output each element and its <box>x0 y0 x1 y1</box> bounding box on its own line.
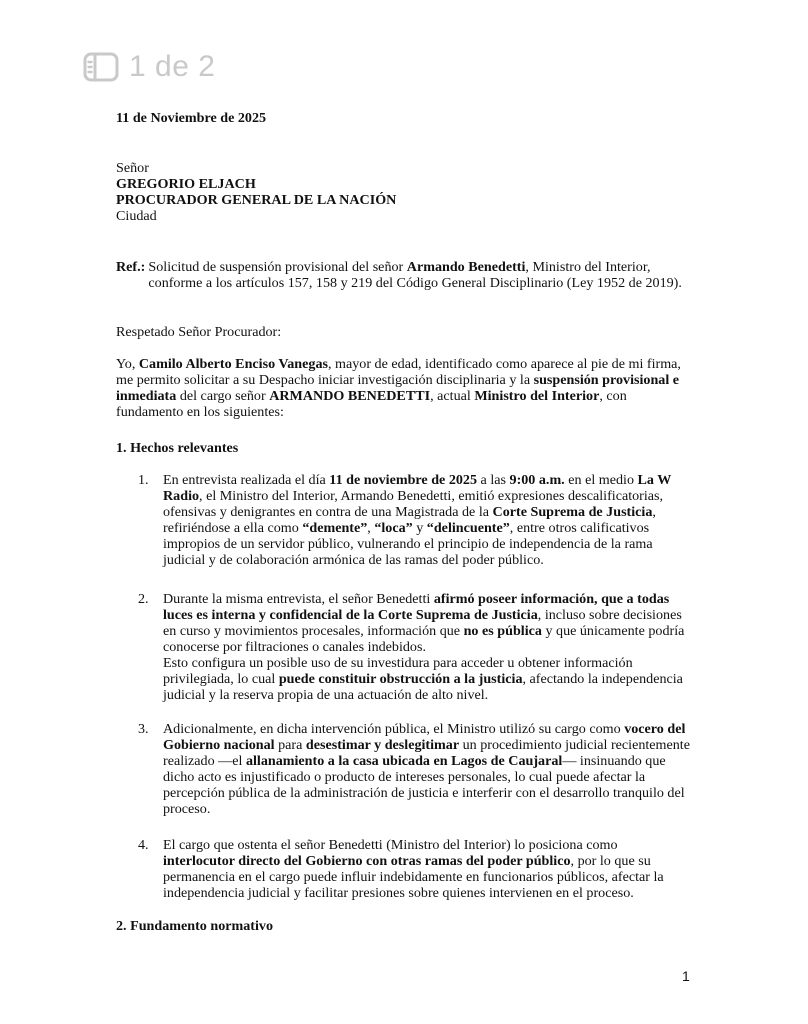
letter-date: 11 de Noviembre de 2025 <box>116 110 267 126</box>
reference-text: Solicitud de suspensión provisional del señor Armando Benedetti, Ministro del Interior, conforme a los artículos 157, 158 y 219 del Código General Disciplinario (Ley 1952 de 2019). <box>148 259 682 291</box>
recipient-city: Ciudad <box>116 208 157 224</box>
list-item <box>138 721 690 817</box>
recipient-name: GREGORIO ELJACH <box>116 176 256 192</box>
list-item-text: Durante la misma entrevista, el señor Benedetti afirmó poseer información, que a todas luces es interna y confidencial de la Corte Suprema de Justicia, incluso sobre decisiones en curso y movimientos procesales, información que no es pública y que únicamente podría conocerse por filtraciones o canales indebidos. Esto configura un posible uso de su investidura para acceder u obtener información privilegiada, lo cual puede constituir obstrucción a la justicia, afectando la independencia judicial y la reserva propia de una actuación de alto nivel. <box>163 591 685 703</box>
intro-paragraph: Yo, Camilo Alberto Enciso Vanegas, mayor de edad, identificado como aparece al pie de mi firma, me permito solicitar a su Despacho iniciar investigación disciplinaria y la suspensión provisional e inmediata del cargo señor ARMANDO BENEDETTI, actual Ministro del Interior, con fundamento en los siguientes: <box>116 356 681 420</box>
section-heading-hechos: 1. Hechos relevantes <box>116 440 239 456</box>
list-item <box>138 472 690 568</box>
recipient-block <box>116 160 696 224</box>
list-item-number: 2. <box>138 591 149 607</box>
reader-view-icon[interactable] <box>83 52 119 82</box>
recipient-salutation: Señor <box>116 160 149 176</box>
page-indicator[interactable] <box>83 50 215 84</box>
list-item-text: Adicionalmente, en dicha intervención pública, el Ministro utilizó su cargo como vocero del Gobierno nacional para desestimar y deslegitimar un procedimiento judicial recientemente realizado —el allanamiento a la casa ubicada en Lagos de Caujaral— insinuando que dicho acto es injustificado o producto de intereses personales, lo cual puede afectar la percepción pública de la administración de justicia e interferir con el desarrollo tranquilo del proceso. <box>163 721 690 817</box>
reference-block <box>116 259 696 291</box>
reference-label: Ref.: <box>116 259 146 275</box>
page-indicator-label: 1 de 2 <box>129 50 216 83</box>
list-item <box>138 837 690 901</box>
list-item-number: 3. <box>138 721 149 737</box>
list-item-number: 4. <box>138 837 149 853</box>
list-item-text: En entrevista realizada el día 11 de noviembre de 2025 a las 9:00 a.m. en el medio La W Radio, el Ministro del Interior, Armando Benedetti, emitió expresiones descalificatorias, ofensivas y denigrantes en contra de una Magistrada de la Corte Suprema de Justicia, refiriéndose a ella como “demente”, “loca” y “delincuente”, entre otros calificativos impropios de un servidor público, vulnerando el principio de independencia de la rama judicial y de colaboración armónica de las ramas del poder público. <box>163 472 672 568</box>
greeting: Respetado Señor Procurador: <box>116 324 282 340</box>
page-number: 1 <box>682 968 690 984</box>
list-item <box>138 591 690 703</box>
section-heading-fundamento: 2. Fundamento normativo <box>116 918 273 934</box>
list-item-text: El cargo que ostenta el señor Benedetti (Ministro del Interior) lo posiciona como interlocutor directo del Gobierno con otras ramas del poder público, por lo que su permanencia en el cargo puede influir indebidamente en funcionarios públicos, afectar la independencia judicial y facilitar presiones sobre quienes intervienen en el proceso. <box>163 837 664 901</box>
list-item-number: 1. <box>138 472 149 488</box>
recipient-title: PROCURADOR GENERAL DE LA NACIÓN <box>116 192 397 208</box>
